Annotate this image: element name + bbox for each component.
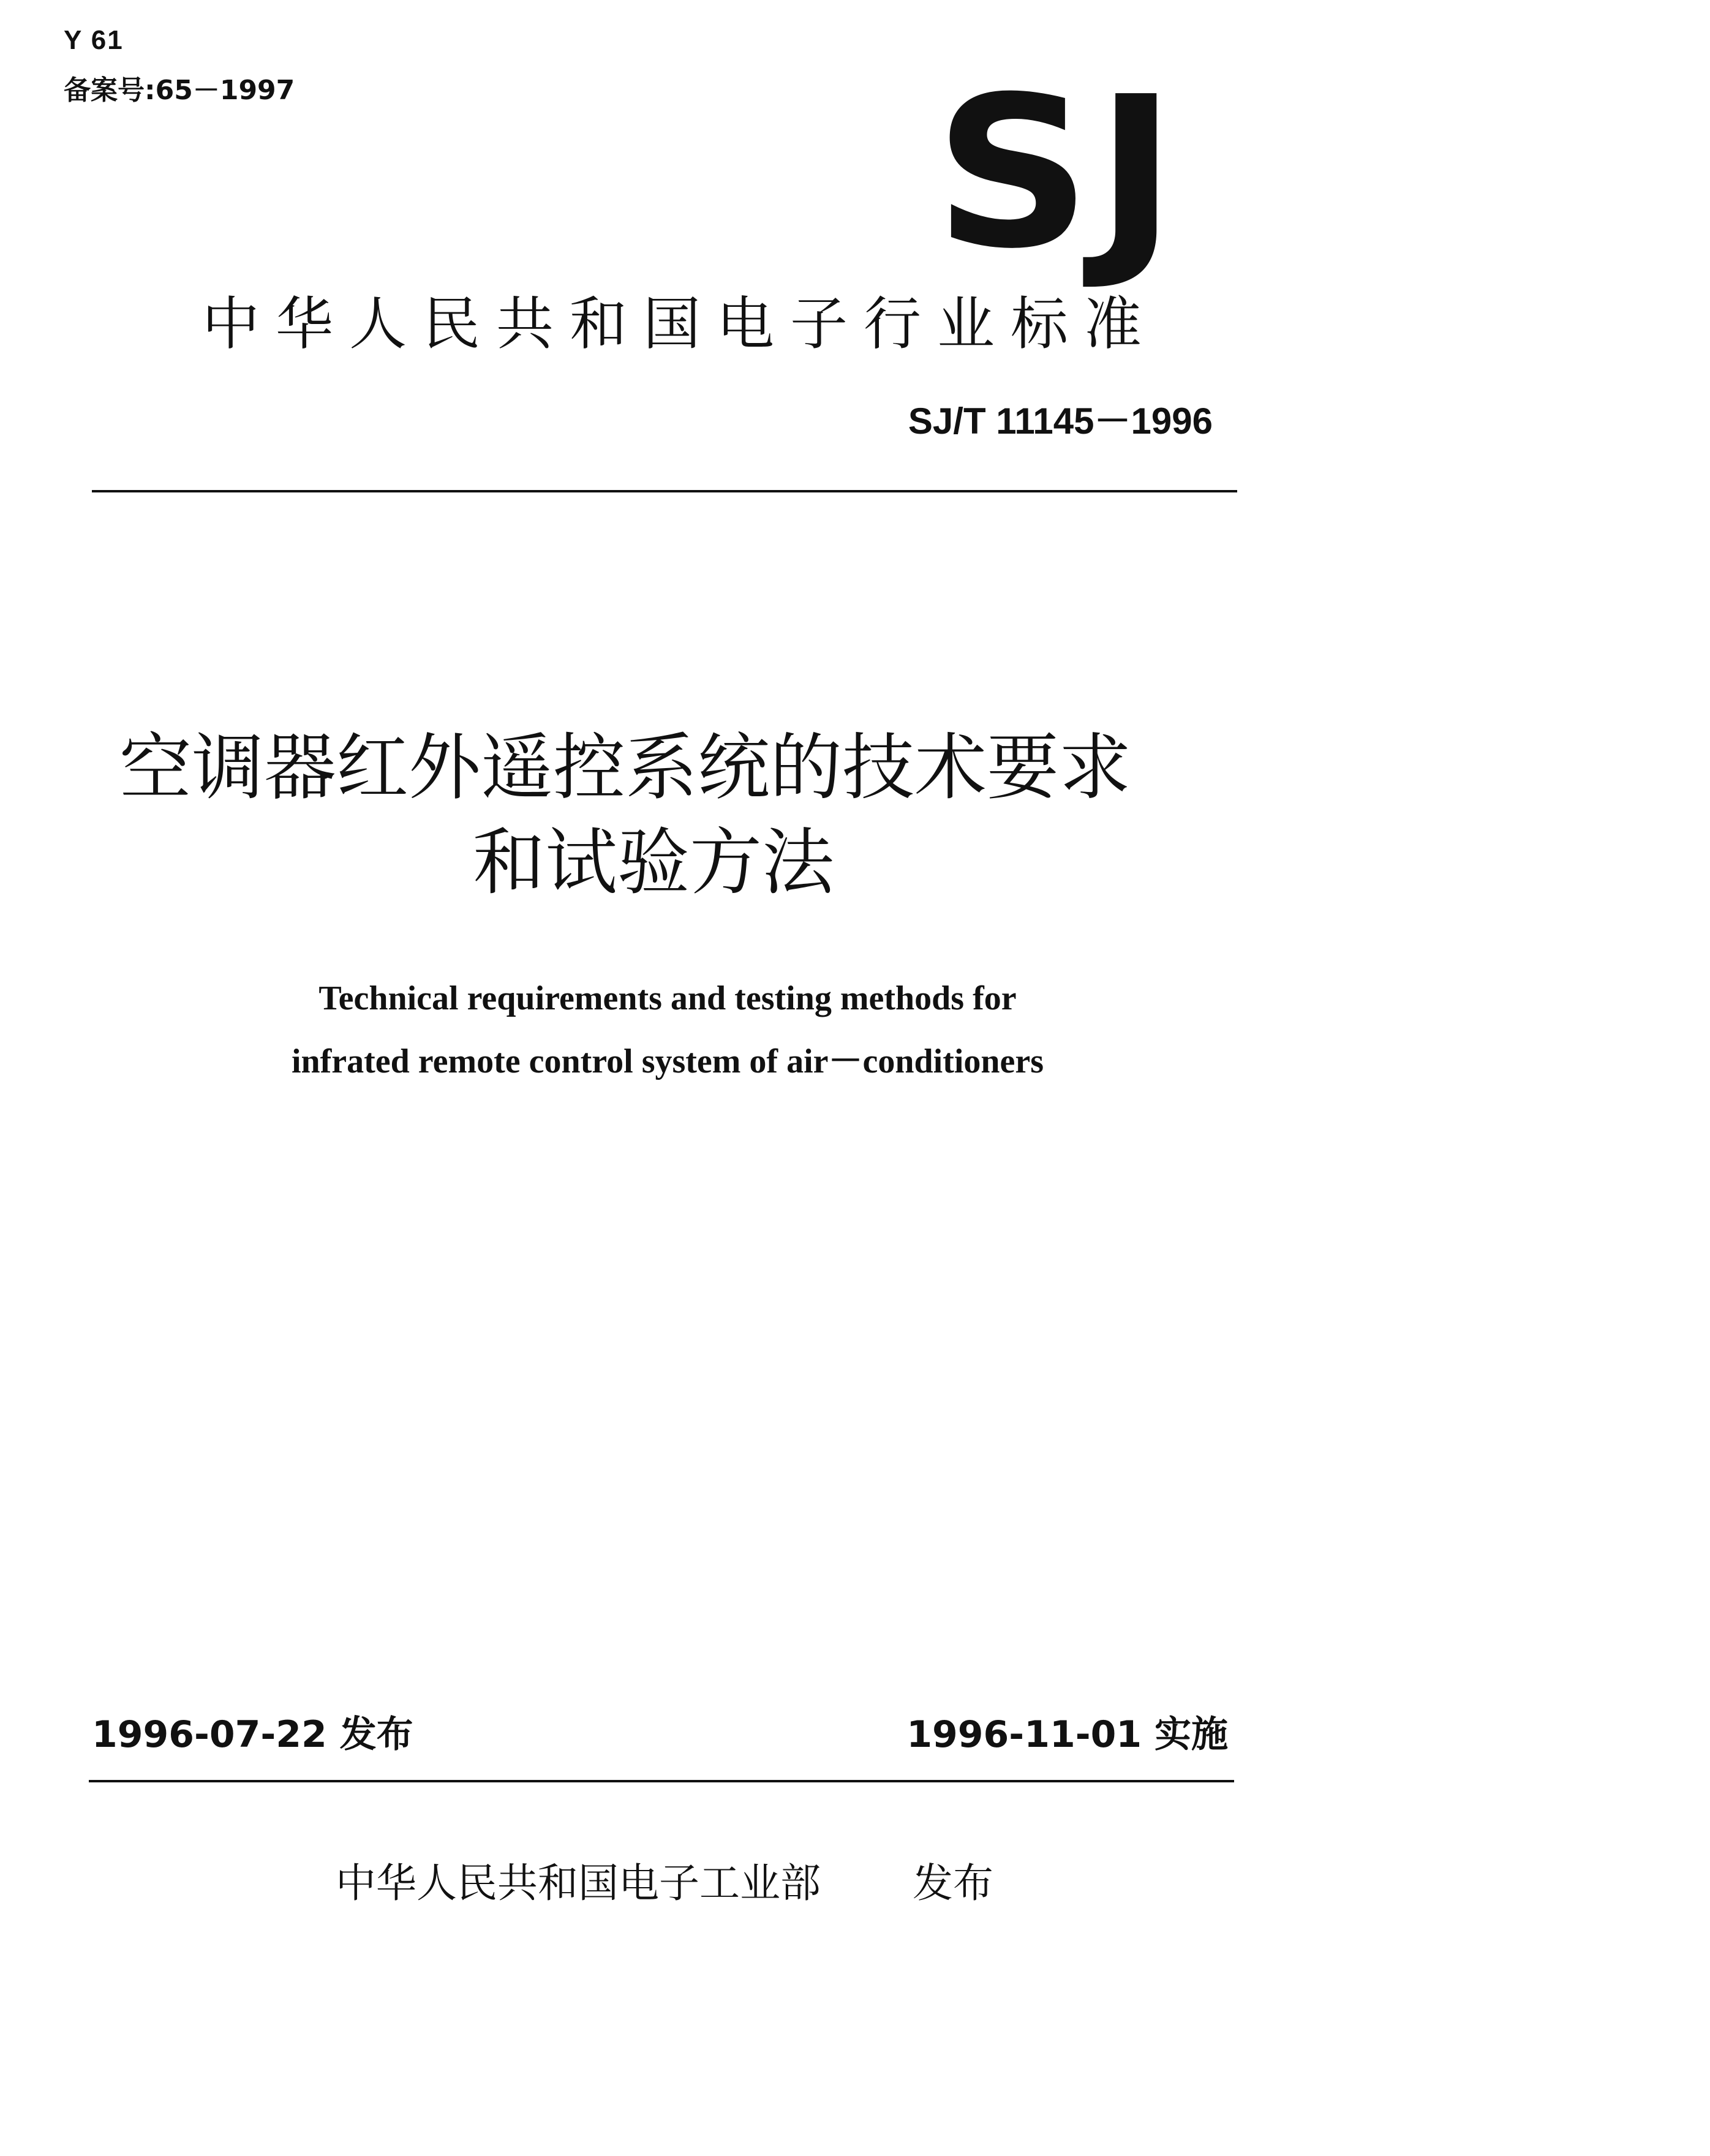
standard-code: SJ/T 11145－1996: [908, 401, 1213, 442]
top-divider: [92, 490, 1237, 492]
document-title-en-line1: Technical requirements and testing methods for: [318, 979, 1017, 1017]
bottom-divider: [89, 1780, 1234, 1782]
document-title-cn-line1: 空调器红外遥控系统的技术要求: [119, 725, 1132, 810]
classification-code: Y 61: [64, 25, 124, 55]
record-number: 备案号:65－1997: [64, 75, 295, 106]
standard-category-title: 中华人民共和国电子行业标准: [202, 291, 1158, 358]
implementation-date: 1996-11-01 实施: [906, 1713, 1228, 1756]
publisher-name: 中华人民共和国电子工业部: [336, 1860, 821, 1907]
sj-logo: [934, 52, 1222, 295]
publisher-action: 发布: [913, 1860, 993, 1907]
document-title-en-line2: infrated remote control system of air－conditioners: [291, 1042, 1044, 1080]
sj-logo-text: SJ: [934, 52, 1181, 295]
document-title-cn-line2: 和试验方法: [473, 820, 835, 905]
issue-date: 1996-07-22 发布: [92, 1713, 413, 1756]
